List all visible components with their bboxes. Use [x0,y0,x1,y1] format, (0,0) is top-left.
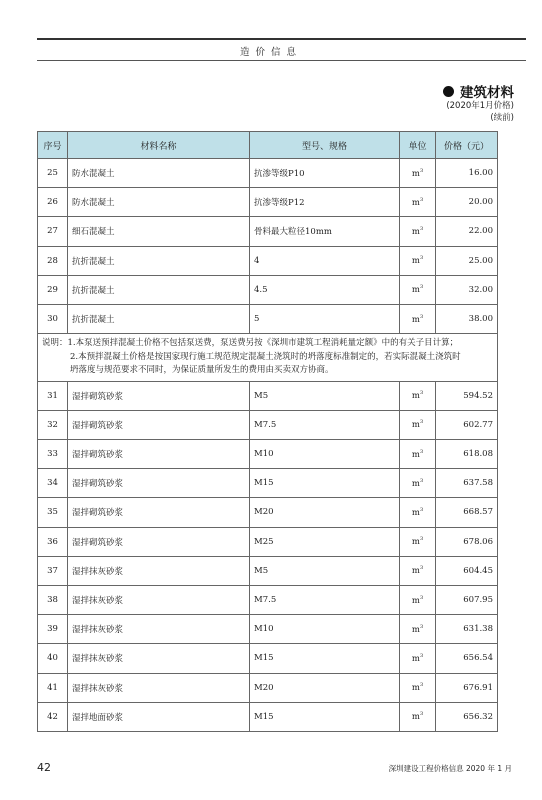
cell-unit [400,440,436,469]
table-row [38,246,498,275]
cell-no: 41 [38,673,68,702]
unit-exponent: 3 [419,390,424,397]
note-line-1: 说明：1.本泵送预拌混凝土价格不包括泵送费，泵送费另按《深圳市建筑工程消耗量定额》中的有关子目计算； [42,338,459,349]
unit-text: m [411,168,420,179]
cell-no: 30 [38,304,68,333]
cell-no: 27 [38,217,68,246]
cell-name: 湿拌抹灰砂浆 [68,556,250,585]
cell-unit [400,275,436,304]
table-header-row [38,132,498,159]
table-row [38,702,498,731]
cell-spec: 5 [250,304,400,333]
cell-no: 38 [38,585,68,614]
table-row [38,585,498,614]
unit-exponent: 3 [419,594,424,601]
section-continued: (续前) [490,113,514,123]
table-row [38,275,498,304]
unit-text: m [411,478,420,489]
cell-spec: M15 [250,469,400,498]
unit-exponent: 3 [419,682,424,689]
cell-no: 40 [38,644,68,673]
note-cell [38,334,498,382]
cell-unit [400,527,436,556]
unit-text: m [411,595,420,606]
note-line-3: 坍落度与规范要求不同时，为保证质量所发生的费用由买卖双方协商。 [70,365,334,376]
unit-text: m [411,507,420,518]
cell-no: 37 [38,556,68,585]
header-rule-bottom [37,60,526,61]
unit-text: m [411,449,420,460]
table-row [38,673,498,702]
cell-no: 34 [38,469,68,498]
unit-text: m [411,537,420,548]
unit-text: m [411,197,420,208]
cell-spec: M25 [250,527,400,556]
cell-no: 32 [38,410,68,439]
cell-price: 656.54 [436,644,498,673]
cell-name: 湿拌砌筑砂浆 [68,381,250,410]
unit-exponent: 3 [419,565,424,572]
cell-price: 676.91 [436,673,498,702]
unit-exponent: 3 [419,196,424,203]
cell-unit [400,585,436,614]
cell-spec: 4 [250,246,400,275]
cell-unit [400,159,436,188]
table-body-mortar [38,381,498,731]
unit-text: m [411,712,420,723]
cell-no: 31 [38,381,68,410]
cell-price: 16.00 [436,159,498,188]
cell-name: 湿拌砌筑砂浆 [68,469,250,498]
cell-spec: 4.5 [250,275,400,304]
table-row [38,556,498,585]
cell-spec: 抗渗等级P12 [250,188,400,217]
section-title-text: 建筑材料 [460,85,514,101]
cell-price: 678.06 [436,527,498,556]
cell-price: 637.58 [436,469,498,498]
column-header-name: 材料名称 [68,132,250,159]
table-row [38,381,498,410]
unit-text: m [411,420,420,431]
cell-spec: M7.5 [250,585,400,614]
note-line-2: 2.本预拌混凝土价格是按国家现行施工规范规定混凝土浇筑时的坍落度标准制定的，若实际混凝土浇筑时 [70,351,461,362]
cell-unit [400,381,436,410]
unit-text: m [411,314,420,325]
table-row [38,159,498,188]
unit-exponent: 3 [419,623,424,630]
cell-price: 607.95 [436,585,498,614]
cell-unit [400,188,436,217]
table-body-concrete [38,159,498,334]
cell-unit [400,217,436,246]
cell-no: 25 [38,159,68,188]
cell-unit [400,673,436,702]
unit-exponent: 3 [419,255,424,262]
section-subtitle: (2020年1月价格) [446,101,514,111]
cell-name: 湿拌地面砂浆 [68,702,250,731]
materials-table [37,131,498,732]
unit-text: m [411,226,420,237]
cell-price: 668.57 [436,498,498,527]
cell-price: 20.00 [436,188,498,217]
cell-no: 29 [38,275,68,304]
cell-name: 湿拌砌筑砂浆 [68,498,250,527]
cell-spec: M15 [250,644,400,673]
cell-unit [400,246,436,275]
cell-spec: M20 [250,498,400,527]
cell-price: 25.00 [436,246,498,275]
unit-exponent: 3 [419,506,424,513]
table-row [38,304,498,333]
cell-spec: M5 [250,381,400,410]
unit-exponent: 3 [419,284,424,291]
cell-name: 防水混凝土 [68,159,250,188]
cell-unit [400,615,436,644]
unit-text: m [411,285,420,296]
publication-info: 深圳建设工程价格信息 2020 年 1 月 [388,764,512,773]
unit-exponent: 3 [419,477,424,484]
cell-name: 抗折混凝土 [68,246,250,275]
cell-name: 湿拌砌筑砂浆 [68,410,250,439]
page-header-title: 造价信息 [239,47,302,58]
cell-spec: 骨料最大粒径10mm [250,217,400,246]
table-row [38,498,498,527]
table-row [38,188,498,217]
unit-exponent: 3 [419,536,424,543]
cell-name: 湿拌抹灰砂浆 [68,585,250,614]
cell-price: 604.45 [436,556,498,585]
unit-text: m [411,391,420,402]
unit-exponent: 3 [419,313,424,320]
cell-no: 42 [38,702,68,731]
table-row [38,440,498,469]
unit-text: m [411,566,420,577]
cell-name: 湿拌砌筑砂浆 [68,527,250,556]
cell-unit [400,498,436,527]
cell-spec: M5 [250,556,400,585]
unit-exponent: 3 [419,711,424,718]
cell-price: 656.32 [436,702,498,731]
cell-no: 36 [38,527,68,556]
cell-spec: M20 [250,673,400,702]
table-row [38,469,498,498]
cell-name: 湿拌抹灰砂浆 [68,673,250,702]
cell-name: 湿拌抹灰砂浆 [68,644,250,673]
cell-price: 631.38 [436,615,498,644]
cell-price: 618.08 [436,440,498,469]
cell-price: 22.00 [436,217,498,246]
bullet-icon [443,86,454,97]
cell-no: 35 [38,498,68,527]
column-header-no: 序号 [38,132,68,159]
cell-no: 39 [38,615,68,644]
column-header-unit: 单位 [400,132,436,159]
cell-name: 湿拌抹灰砂浆 [68,615,250,644]
cell-price: 38.00 [436,304,498,333]
cell-spec: 抗渗等级P10 [250,159,400,188]
cell-unit [400,644,436,673]
page-number: 42 [37,761,51,774]
cell-price: 602.77 [436,410,498,439]
cell-unit [400,702,436,731]
cell-name: 细石混凝土 [68,217,250,246]
table-row [38,644,498,673]
unit-exponent: 3 [419,419,424,426]
cell-no: 26 [38,188,68,217]
note-row [38,334,498,382]
cell-price: 32.00 [436,275,498,304]
column-header-price: 价格（元） [436,132,498,159]
table-row [38,527,498,556]
cell-unit [400,410,436,439]
unit-exponent: 3 [419,167,424,174]
table-row [38,217,498,246]
unit-text: m [411,256,420,267]
unit-text: m [411,653,420,664]
unit-exponent: 3 [419,225,424,232]
unit-exponent: 3 [419,652,424,659]
cell-spec: M10 [250,615,400,644]
cell-name: 抗折混凝土 [68,275,250,304]
cell-unit [400,304,436,333]
cell-name: 防水混凝土 [68,188,250,217]
table-body-note [38,334,498,382]
unit-exponent: 3 [419,448,424,455]
table-row [38,410,498,439]
unit-text: m [411,683,420,694]
cell-spec: M10 [250,440,400,469]
section-title [443,81,514,101]
column-header-spec: 型号、规格 [250,132,400,159]
cell-no: 33 [38,440,68,469]
cell-name: 抗折混凝土 [68,304,250,333]
cell-spec: M15 [250,702,400,731]
cell-unit [400,469,436,498]
table-row [38,615,498,644]
cell-price: 594.52 [436,381,498,410]
cell-no: 28 [38,246,68,275]
header-rule-top [37,38,526,40]
unit-text: m [411,624,420,635]
cell-spec: M7.5 [250,410,400,439]
cell-name: 湿拌砌筑砂浆 [68,440,250,469]
cell-unit [400,556,436,585]
